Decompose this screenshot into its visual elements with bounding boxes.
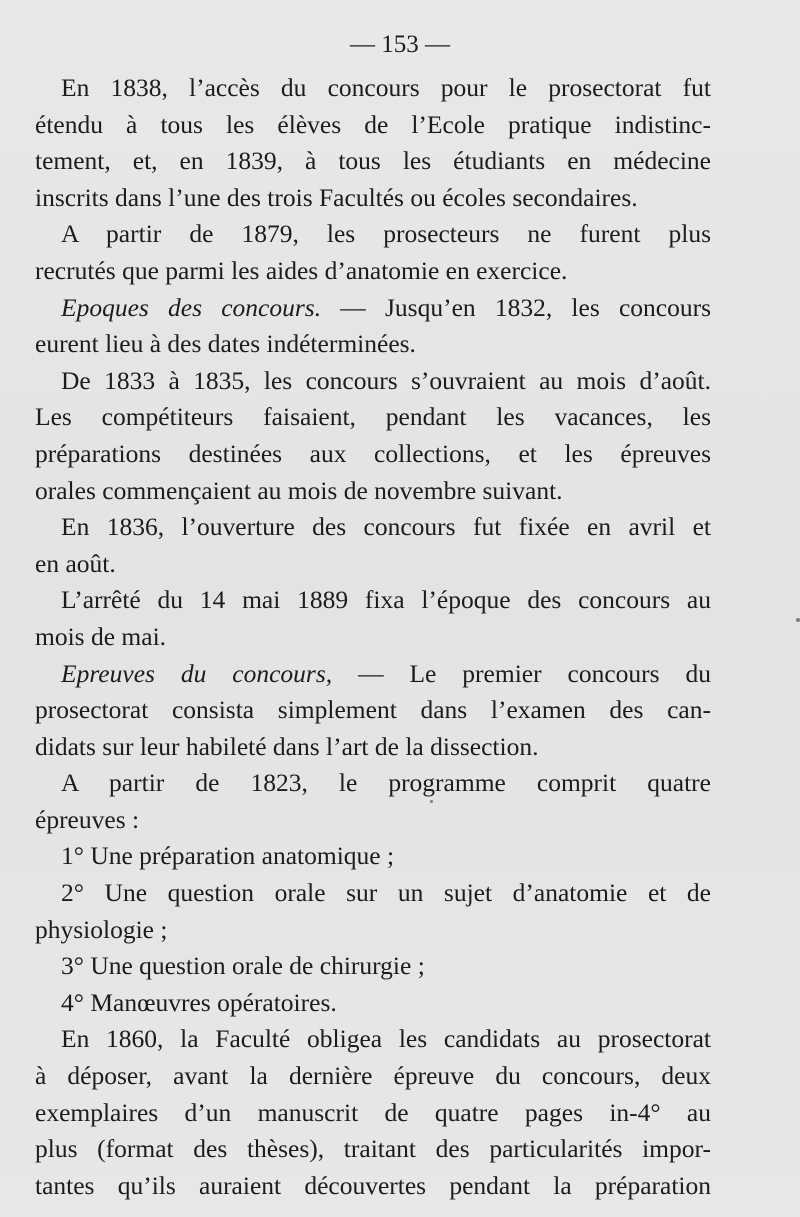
text-line [35, 70, 711, 107]
text-line [35, 692, 711, 729]
text-line [35, 363, 711, 400]
text-line [35, 656, 711, 693]
text-line [35, 875, 711, 912]
line-text: A partir de 1879, les prosecteurs ne furent plus [61, 219, 711, 249]
text-line [35, 1021, 711, 1058]
text-line [35, 399, 711, 436]
text-line [35, 912, 711, 949]
text-line [35, 765, 711, 802]
text-line [35, 143, 711, 180]
line-text: didats sur leur habileté dans l’art de la dissection. [35, 731, 539, 761]
text-line [35, 436, 711, 473]
line-text: — Jusqu’en 1832, les concours [321, 292, 711, 322]
line-text: 3° Une question orale de chirurgie ; [61, 951, 425, 981]
line-text: à déposer, avant la dernière épreuve du concours, deux [35, 1061, 711, 1091]
line-text: prosectorat consista simplement dans l’examen des can- [35, 695, 711, 725]
text-line [35, 948, 711, 985]
line-text: préparations destinées aux collections, et les épreuves [35, 438, 711, 468]
text-line [35, 1095, 711, 1132]
line-text: mois de mai. [35, 621, 167, 651]
line-text: recrutés que parmi les aides d’anatomie en exercice. [35, 255, 568, 285]
section-heading: Epreuves du concours, [61, 658, 333, 688]
print-speck [430, 800, 433, 803]
text-line [35, 802, 711, 839]
line-text: étendu à tous les élèves de l’Ecole pratique indistinc- [35, 109, 711, 139]
body-text [35, 70, 711, 1204]
line-text: plus (format des thèses), traitant des particularités impor- [35, 1134, 711, 1164]
line-text: eurent lieu à des dates indéterminées. [35, 329, 416, 359]
text-line [35, 509, 711, 546]
text-line [35, 473, 711, 510]
text-line [35, 180, 711, 217]
line-text: 2° Une question orale sur un sujet d’anatomie et de [61, 878, 711, 908]
text-line [35, 216, 711, 253]
text-line [35, 546, 711, 583]
text-line [35, 985, 711, 1022]
text-line [35, 1131, 711, 1168]
line-text: A partir de 1823, le programme comprit quatre [61, 768, 711, 798]
text-line [35, 290, 711, 327]
text-line [35, 326, 711, 363]
text-line [35, 253, 711, 290]
line-text: En 1860, la Faculté obligea les candidats au prosectorat [61, 1024, 711, 1054]
page-number: — 153 — [350, 31, 450, 58]
line-text: En 1838, l’accès du concours pour le prosectorat fut [61, 73, 711, 102]
text-line [35, 1168, 711, 1205]
line-text: 1° Une préparation anatomique ; [61, 841, 395, 871]
line-text: tement, et, en 1839, à tous les étudiants en médecine [35, 146, 711, 176]
line-text: — Le premier concours du [332, 658, 711, 688]
text-line [35, 582, 711, 619]
line-text: L’arrêté du 14 mai 1889 fixa l’époque des concours au [61, 585, 711, 615]
print-speck [796, 618, 800, 622]
text-line [35, 729, 711, 766]
section-heading: Epoques des concours. [61, 292, 322, 322]
text-line [35, 619, 711, 656]
line-text: exemplaires d’un manuscrit de quatre pages in-4° au [35, 1097, 711, 1127]
line-text: tantes qu’ils auraient découvertes pendant la préparation [35, 1170, 711, 1200]
text-line [35, 107, 711, 144]
line-text: inscrits dans l’une des trois Facultés ou écoles secondaires. [35, 182, 638, 212]
line-text: De 1833 à 1835, les concours s’ouvraient au mois d’août. [61, 365, 711, 395]
line-text: physiologie ; [35, 914, 168, 944]
text-block [35, 70, 711, 1204]
line-text: Les compétiteurs faisaient, pendant les vacances, les [35, 402, 711, 432]
text-line [35, 1058, 711, 1095]
text-line [35, 838, 711, 875]
line-text: épreuves : [35, 804, 140, 834]
line-text: 4° Manœuvres opératoires. [61, 987, 337, 1017]
line-text: en août. [35, 548, 116, 578]
line-text: orales commençaient au mois de novembre suivant. [35, 475, 563, 505]
line-text: En 1836, l’ouverture des concours fut fixée en avril et [61, 512, 711, 542]
